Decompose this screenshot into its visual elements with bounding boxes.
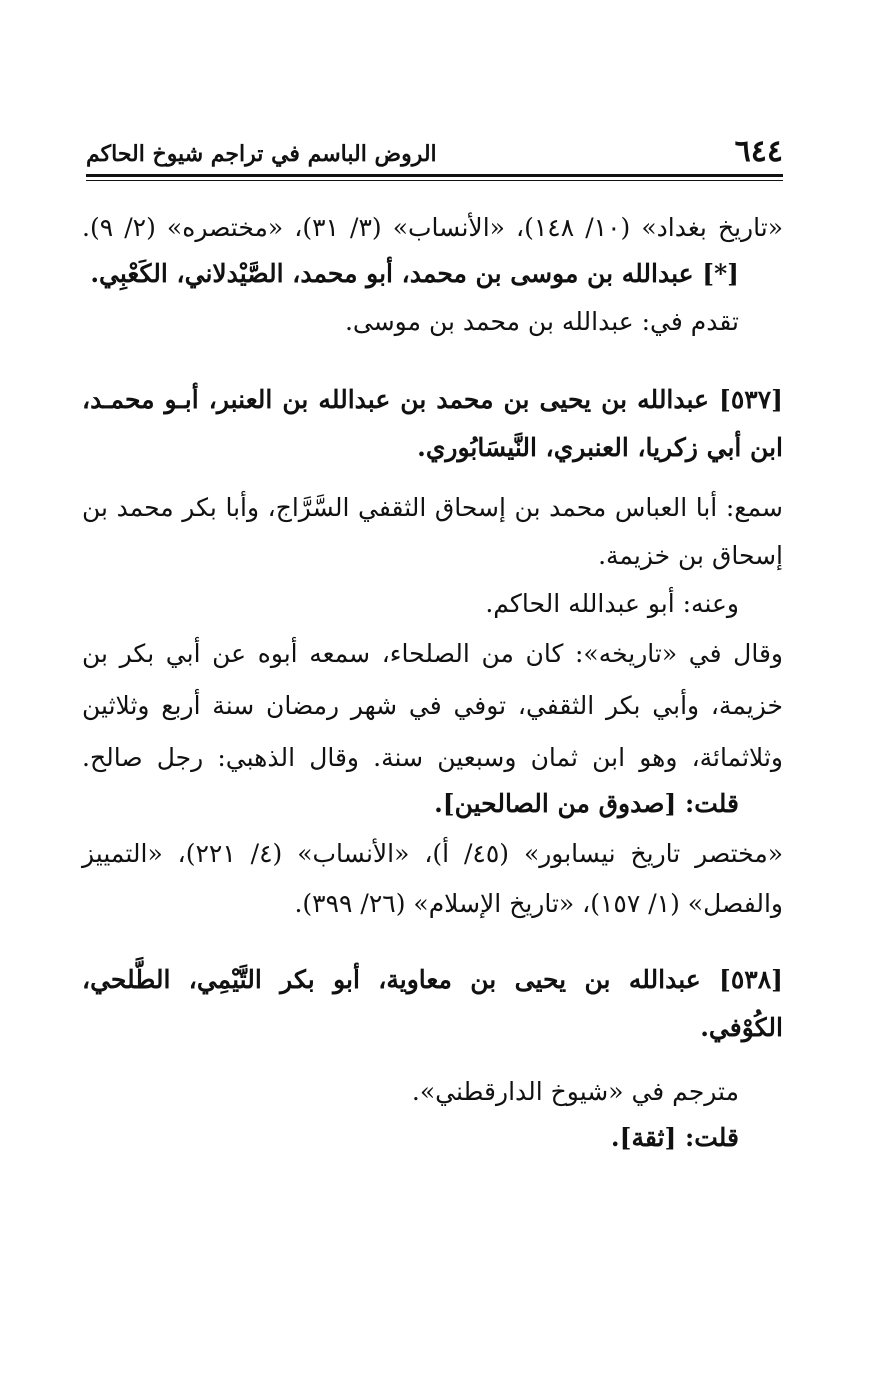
header-rule-thin	[86, 180, 783, 181]
entry-heading-537: [٥٣٧] عبدالله بن يحيى بن محمد بن عبدالله بن العنبر، أبـو محمـد،	[82, 385, 783, 414]
entry-heading-538-cont: الكُوْفي.	[700, 1013, 783, 1042]
entry-heading-538: [٥٣٨] عبدالله بن يحيى بن معاوية، أبو بكر التَّيْمِي، الطَّلحي،	[82, 965, 783, 994]
cross-reference: تقدم في: عبدالله بن محمد بن موسى.	[344, 307, 739, 336]
entry-heading-537-cont: ابن أبي زكريا، العنبري، النَّيسَابُوري.	[417, 433, 783, 462]
header-rule-thick	[86, 174, 783, 177]
page-header	[86, 132, 783, 172]
citation-line: «تاريخ بغداد» (١٠/ ١٤٨)، «الأنساب» (٣/ ٣١)، «مختصره» (٢/ ٩).	[82, 213, 783, 242]
entry-heading: [*] عبدالله بن موسى بن محمد، أبو محمد، الصَّيْدلاني، الكَعْبِي.	[90, 259, 739, 288]
verdict-line: قلت: [ثقة].	[610, 1123, 739, 1152]
body-text-line: مترجم في «شيوخ الدارقطني».	[411, 1077, 739, 1106]
citation-line: والفصل» (١/ ١٥٧)، «تاريخ الإسلام» (٢٦/ ٣٩٩).	[294, 889, 783, 918]
verdict-line: قلت: [صدوق من الصالحين].	[434, 789, 739, 818]
body-text-line: إسحاق بن خزيمة.	[598, 541, 783, 570]
citation-line: «مختصر تاريخ نيسابور» (٤٥/ أ)، «الأنساب» (٤/ ٢٢١)، «التمييز	[82, 839, 783, 868]
body-text-line: وثلاثمائة، وهو ابن ثمان وسبعين سنة. وقال الذهبي: رجل صالح.	[82, 743, 783, 772]
running-title: الروض الباسم في تراجم شيوخ الحاكم	[86, 141, 437, 167]
body-text-line: وعنه: أبو عبدالله الحاكم.	[485, 589, 739, 618]
body-text-line: سمع: أبا العباس محمد بن إسحاق الثقفي السَّرَّاج، وأبا بكر محمد بن	[82, 493, 783, 522]
body-text-line: خزيمة، وأبي بكر الثقفي، توفي في شهر رمضان سنة أربع وثلاثين	[82, 691, 783, 720]
page-number: ٦٤٤	[734, 134, 783, 169]
body-text-line: وقال في «تاريخه»: كان من الصلحاء، سمعه أبوه عن أبي بكر بن	[82, 639, 783, 668]
